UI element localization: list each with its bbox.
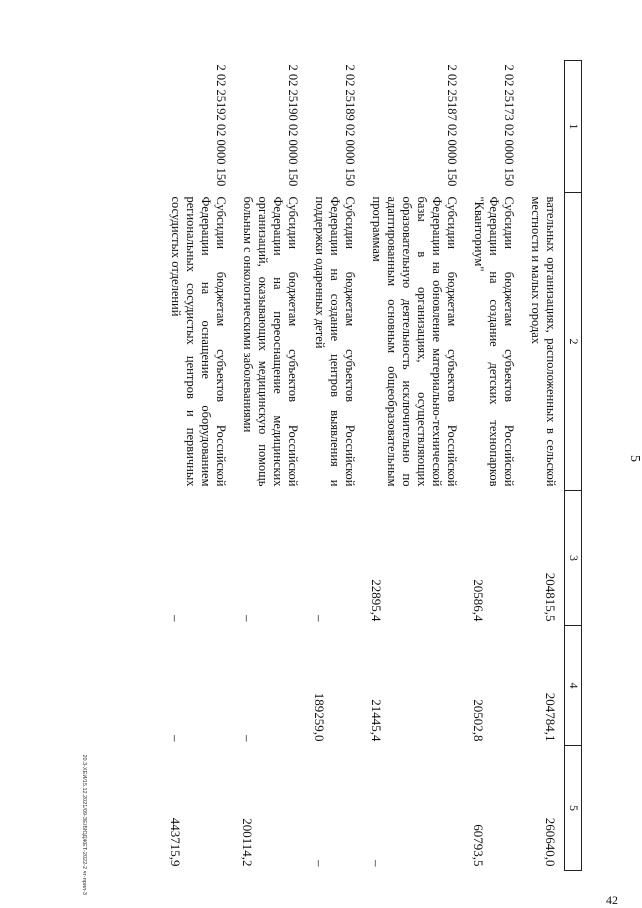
table-row [465,61,522,871]
row-code: 2 02 25187 02 0000 150 [445,64,459,187]
rotated-content [81,35,642,895]
row-value-col5: – [369,860,384,867]
header-cell: 5 [565,746,582,871]
row-value-col4: 21445,4 [369,699,384,742]
budget-table [162,60,582,871]
sheet-number: 42 [606,893,618,907]
row-code: 2 02 25173 02 0000 150 [502,64,516,187]
row-name: Субсидии бюджетам субъектов Российской Федерации на обновление материально-технической базы в организациях, осуществляющих образовательную деятельность исключительно по адаптированным основным общеобразовательным программам [370,196,459,487]
table-row [234,61,306,871]
row-value-col5: 260640,0 [543,817,558,867]
table-row [522,61,565,871]
page-number: 5 [627,455,642,462]
row-name: Субсидии бюджетам субъектов Российской Федерации на переоснащение медицинских организаций, оказывающих медицинскую помощь больным с онкологическими заболеваниями [241,196,300,487]
row-value-col4: 204784,1 [543,692,558,742]
row-value-col5: 200114,2 [240,818,255,867]
table-header-row [565,61,582,871]
row-code: 2 02 25192 02 0000 150 [214,64,228,187]
row-value-col3: – [312,615,327,622]
row-value-col3: – [240,615,255,622]
row-value-col5: 443715,9 [168,817,183,867]
header-cell: 3 [565,491,582,626]
row-value-col4: – [240,735,255,742]
row-name: вательных организациях, расположенных в сельской местности и малых городах [529,196,558,487]
row-value-col5: – [312,860,327,867]
document-stamp: 20.3-ХЕИ/15.12.2021/09-ЗЕ/БЮДЖЕТ-2022-2 чт-прил-3 [81,754,87,895]
row-code [522,61,565,193]
row-name: Субсидии бюджетам субъектов Российской Федерации на создание центров выявления и поддержки одаренных детей [313,196,357,487]
row-value-col5: 60793,5 [471,824,486,867]
row-value-col4: 20502,8 [471,699,486,742]
row-value-col3: 20586,4 [471,579,486,622]
row-value-col4: 189259,0 [312,692,327,742]
row-value-col3: – [168,615,183,622]
row-name: Субсидии бюджетам субъектов Российской Федерации на создание детских технопарков "Кванториум" [472,196,516,487]
row-value-col3: 204815,5 [543,572,558,622]
row-code: 2 02 25189 02 0000 150 [343,64,357,187]
header-cell: 1 [565,61,582,193]
header-cell: 4 [565,626,582,746]
row-name: Субсидии бюджетам субъектов Российской Федерации на оснащение оборудованием региональных сосудистых центров и первичных сосудистых отделений [169,196,228,487]
header-cell: 2 [565,193,582,491]
table-row [306,61,363,871]
row-code: 2 02 25190 02 0000 150 [286,64,300,187]
table-row [162,61,234,871]
row-value-col4: – [168,735,183,742]
row-value-col3: 22895,4 [369,579,384,622]
table-row [363,61,465,871]
